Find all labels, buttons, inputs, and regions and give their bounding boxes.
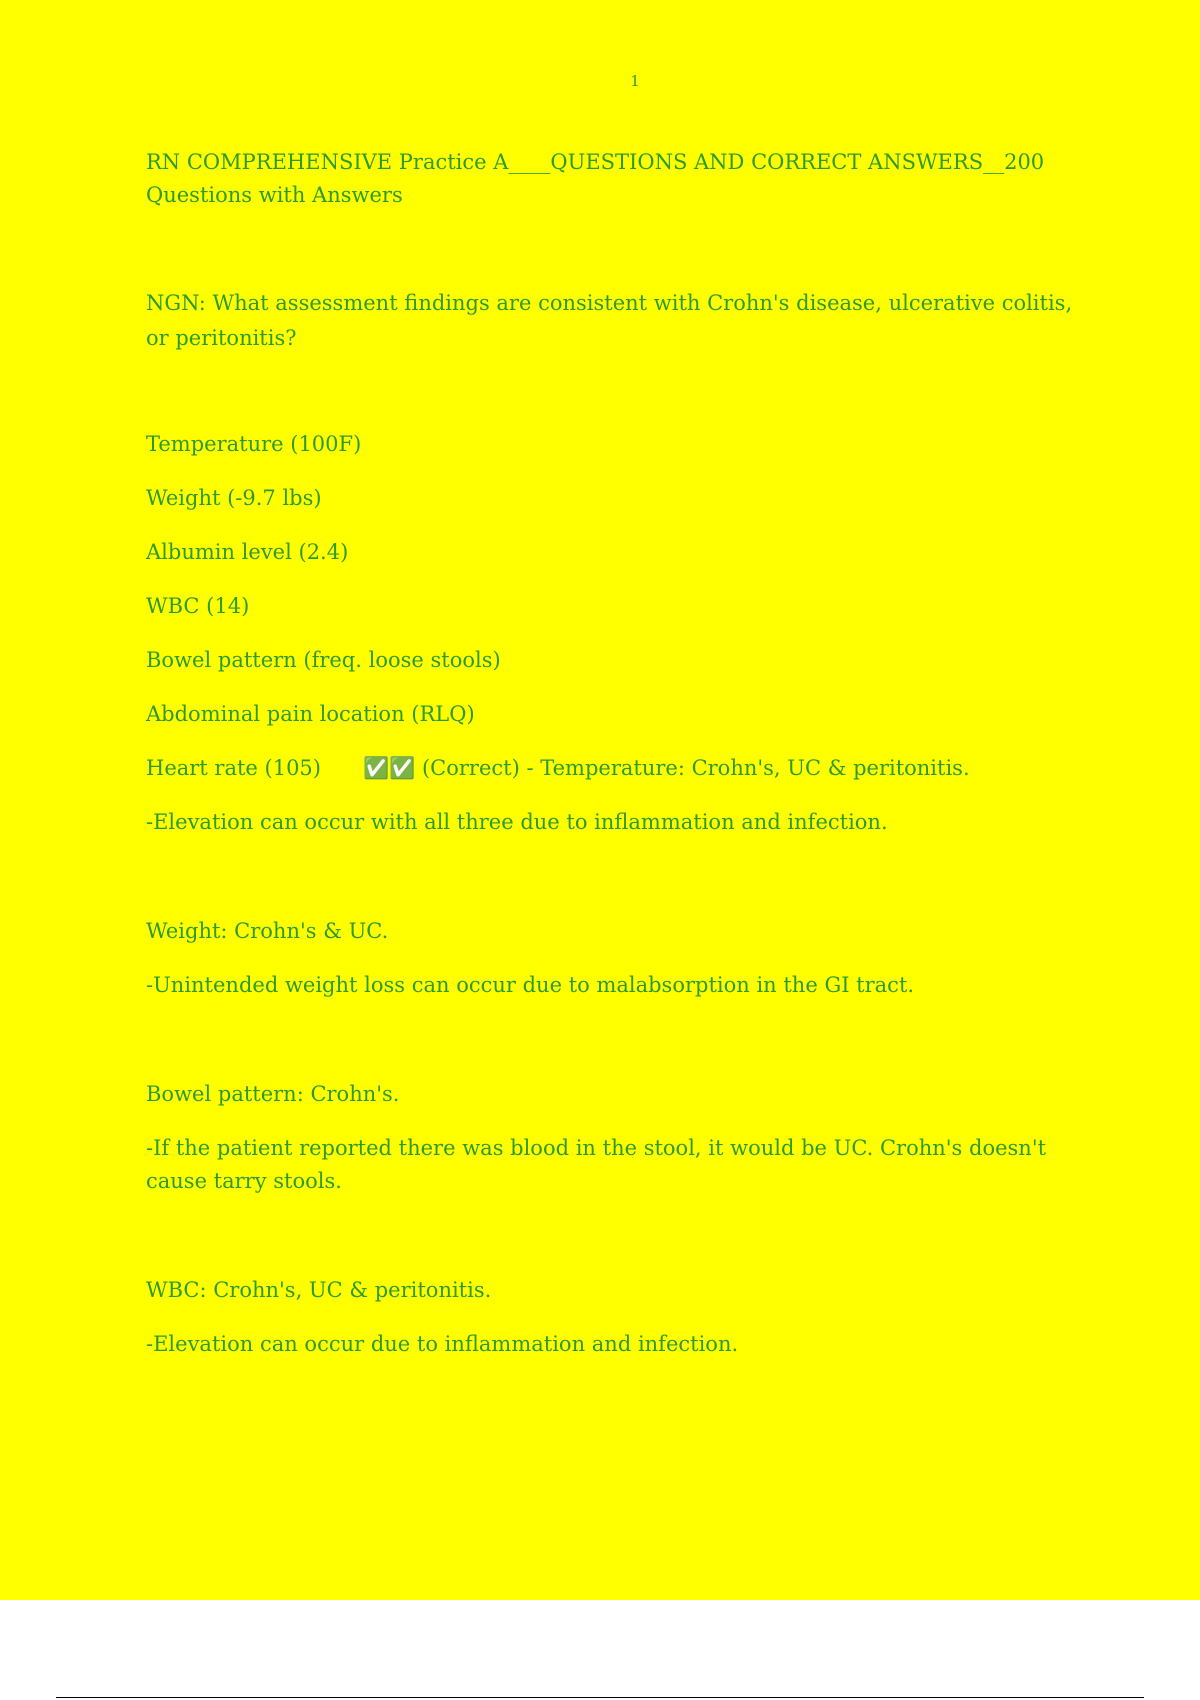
page-number: 1 xyxy=(630,72,640,90)
explanation-detail: -If the patient reported there was blood in the stool, it would be UC. Crohn's doesn't cause tarry stools. xyxy=(146,1136,1047,1193)
document-title: RN COMPREHENSIVE Practice A____QUESTIONS AND CORRECT ANSWERS__200 Questions with Answers xyxy=(146,150,1045,207)
correct-label: (Correct) xyxy=(421,756,520,780)
finding-item: Abdominal pain location (RLQ) xyxy=(146,702,475,726)
explanation-block xyxy=(146,1078,1096,1198)
finding-item: Albumin level (2.4) xyxy=(146,540,349,564)
explanation-block xyxy=(146,1274,1096,1361)
explanation-detail: -Elevation can occur with all three due to inflammation and infection. xyxy=(146,810,888,834)
finding-item: WBC (14) xyxy=(146,594,250,618)
finding-item-with-answer xyxy=(146,752,1096,785)
double-check-icon: ✅✅ xyxy=(362,756,416,780)
finding-item: Temperature (100F) xyxy=(146,432,362,456)
document-body xyxy=(146,146,1096,1382)
explanation-heading: WBC: Crohn's, UC & peritonitis. xyxy=(146,1278,492,1302)
explanation-heading: Weight: Crohn's & UC. xyxy=(146,919,389,943)
explanation-block xyxy=(146,915,1096,1002)
findings-list xyxy=(146,428,1096,785)
explanation-detail: -Unintended weight loss can occur due to malabsorption in the GI tract. xyxy=(146,973,915,997)
answer-intro: - Temperature: Crohn's, UC & peritonitis. xyxy=(526,756,970,780)
explanation-detail: -Elevation can occur due to inflammation and infection. xyxy=(146,1332,739,1356)
finding-item-label: Heart rate (105) xyxy=(146,756,321,780)
correct-mark xyxy=(363,752,970,785)
explanation-heading: Bowel pattern: Crohn's. xyxy=(146,1082,400,1106)
finding-item: Bowel pattern (freq. loose stools) xyxy=(146,648,501,672)
question-text: NGN: What assessment findings are consistent with Crohn's disease, ulcerative colitis, or peritonitis? xyxy=(146,291,1073,350)
finding-item: Weight (-9.7 lbs) xyxy=(146,486,322,510)
footer-divider xyxy=(56,1697,1144,1698)
